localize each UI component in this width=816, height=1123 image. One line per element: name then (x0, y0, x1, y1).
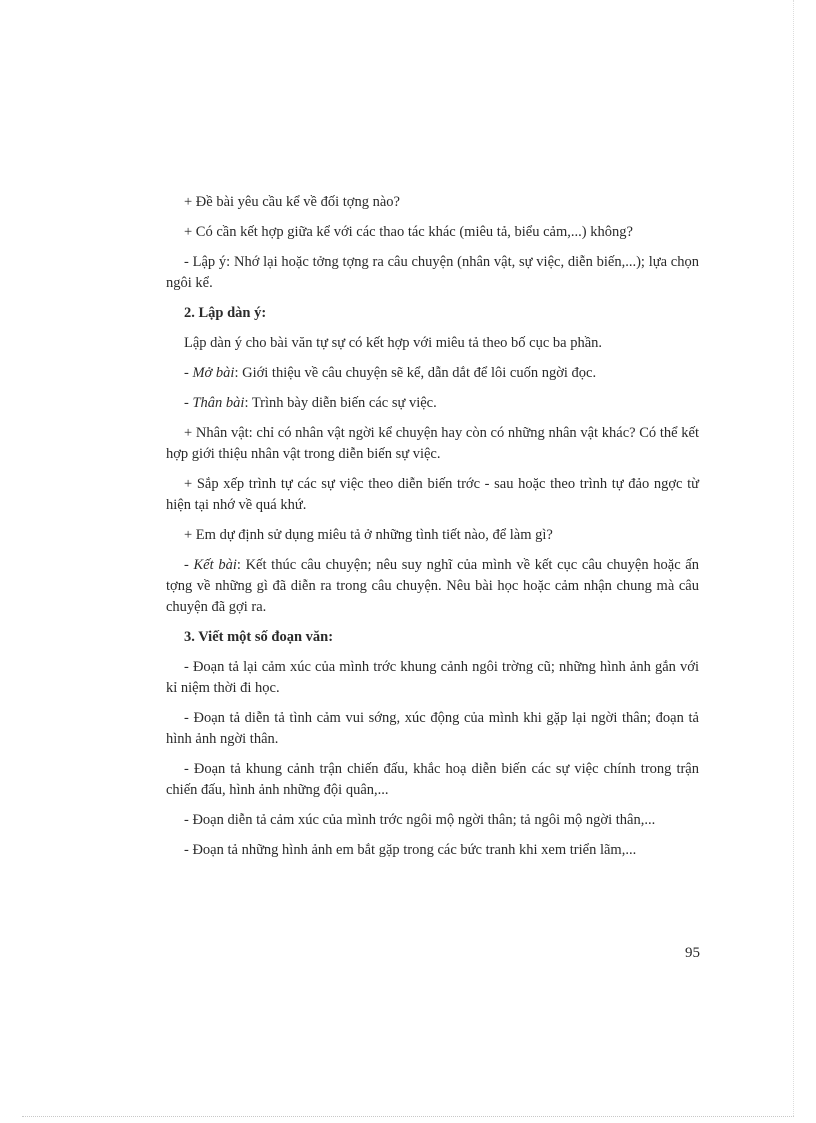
heading-viet-doan-van: 3. Viết một số đoạn văn: (184, 629, 334, 645)
page-body (166, 192, 699, 870)
than-bai-paragraph (166, 393, 699, 414)
doan-van-2: - Đoạn tả diễn tả tình cảm vui sớng, xúc động của mình khi gặp lại ngời thân; đoạn tả hình ảnh ngời thân. (166, 710, 699, 747)
page-number: 95 (685, 945, 700, 961)
mo-bai-label: Mở bài (192, 365, 235, 381)
than-bai-text: : Trình bày diễn biến các sự việc. (244, 395, 437, 411)
doan-van-3: - Đoạn tả khung cảnh trận chiến đấu, khắc hoạ diễn biến các sự việc chính trong trận chiến đấu, hình ảnh những đội quân,... (166, 761, 699, 798)
bottom-divider (22, 1116, 794, 1117)
dash: - (184, 365, 193, 381)
ket-bai-text: : Kết thúc câu chuyện; nêu suy nghĩ của mình về kết cục câu chuyện hoặc ấn tợng về những gì đã diễn ra trong câu chuyện. Nêu bài học hoặc cảm nhận chung mà câu chuyện đã gợi ra. (166, 557, 699, 615)
mo-bai-paragraph (166, 363, 699, 384)
mieu-ta-paragraph: + Em dự định sử dụng miêu tả ở những tình tiết nào, để làm gì? (184, 527, 553, 543)
nhan-vat-paragraph: + Nhân vật: chỉ có nhân vật ngời kể chuyện hay còn có những nhân vật khác? Có thể kết hợp giới thiệu nhân vật trong diễn biến sự việc. (166, 425, 699, 462)
doan-van-1: - Đoạn tả lại cảm xúc của mình trớc khung cảnh ngôi trờng cũ; những hình ảnh gắn với kỉ niệm thời đi học. (166, 659, 699, 696)
heading-lap-dan-y: 2. Lập dàn ý: (184, 305, 267, 321)
doan-van-5: - Đoạn tả những hình ảnh em bắt gặp trong các bức tranh khi xem triển lãm,... (184, 842, 637, 858)
dan-y-intro: Lập dàn ý cho bài văn tự sự có kết hợp với miêu tả theo bố cục ba phần. (184, 335, 603, 351)
ket-bai-label: Kết bài (193, 557, 237, 573)
than-bai-label: Thân bài (192, 395, 245, 411)
doan-van-4: - Đoạn diễn tả cảm xúc của mình trớc ngôi mộ ngời thân; tả ngôi mộ ngời thân,... (184, 812, 656, 828)
question-combine: + Có cần kết hợp giữa kể với các thao tác khác (miêu tả, biểu cảm,...) không? (184, 224, 633, 240)
dash: - (184, 557, 194, 573)
dash: - (184, 395, 193, 411)
ket-bai-paragraph (166, 555, 699, 618)
sap-xep-paragraph: + Sắp xếp trình tự các sự việc theo diễn biến trớc - sau hoặc theo trình tự đảo ngợc từ hiện tại nhớ về quá khứ. (166, 476, 699, 513)
lap-y-paragraph: - Lập ý: Nhớ lại hoặc tởng tợng ra câu chuyện (nhân vật, sự việc, diễn biến,...); lựa chọn ngôi kể. (166, 254, 699, 291)
mo-bai-text: : Giới thiệu về câu chuyện sẽ kể, dẫn dắt để lôi cuốn ngời đọc. (234, 365, 597, 381)
question-object: + Đề bài yêu cầu kể về đối tợng nào? (184, 194, 400, 210)
right-divider (793, 0, 794, 1116)
